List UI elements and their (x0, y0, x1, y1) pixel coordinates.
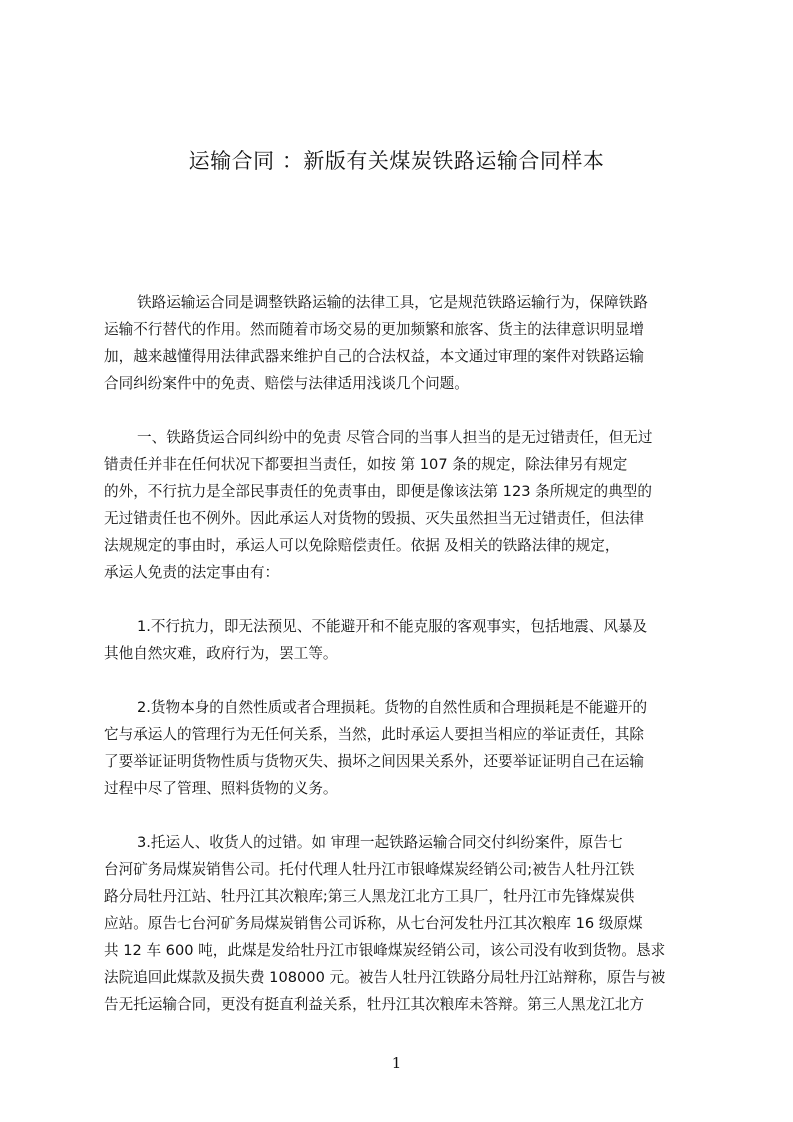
paragraph-item-1 (104, 613, 702, 667)
paragraph-gap (104, 586, 702, 613)
text-line: 1.不行抗力，即无法预见、不能避开和不能克服的客观事实，包括地震、风暴及 (137, 618, 648, 635)
text-line: 2.货物本身的自然性质或者合理损耗。货物的自然性质和合理损耗是不能避开的 (137, 699, 648, 716)
document-title: 运输合同 ：新版有关煤炭铁路运输合同样本 (188, 149, 605, 173)
text-line: 运输不行替代的作用。然而随着市场交易的更加频繁和旅客、货主的法律意识明显增 (104, 321, 644, 338)
text-line: 承运人免责的法定事由有： (104, 564, 280, 581)
paragraph-gap (104, 397, 702, 424)
document-body (104, 289, 702, 1018)
text-line: 错责任并非在任何状况下都要担当责任，如按 第 107 条的规定，除法律另有规定 (104, 456, 628, 473)
text-line: 的外，不行抗力是全部民事责任的免责事由，即便是像该法第 123 条所规定的典型的 (104, 483, 652, 500)
text-line: 路分局牡丹江站、牡丹江其次粮库;第三人黑龙江北方工具厂，牡丹江市先锋煤炭供 (104, 888, 635, 905)
text-line: 了要举证证明货物性质与货物灭失、损坏之间因果关系外，还要举证证明自己在运输 (104, 753, 644, 770)
text-line: 法规规定的事由时，承运人可以免除赔偿责任。依据 及相关的铁路法律的规定， (104, 537, 620, 554)
text-line: 法院追回此煤款及损失费 108000 元。被告人牡丹江铁路分局牡丹江站辩称，原告与被 (104, 969, 666, 986)
text-line: 无过错责任也不例外。因此承运人对货物的毁损、灭失虽然担当无过错责任，但法律 (104, 510, 644, 527)
text-line: 共 12 车 600 吨，此煤是发给牡丹江市银峰煤炭经销公司，该公司没有收到货物。恳求 (104, 942, 666, 959)
text-line: 其他自然灾难，政府行为，罢工等。 (104, 645, 338, 662)
text-line: 一、铁路货运合同纠纷中的免责 尽管合同的当事人担当的是无过错责任，但无过 (137, 429, 653, 446)
text-line: 应站。原告七台河矿务局煤炭销售公司诉称，从七台河发牡丹江其次粮库 16 级原煤 (104, 915, 643, 932)
text-line: 3.托运人、收货人的过错。如 审理一起铁路运输合同交付纠纷案件，原告七 (137, 834, 623, 851)
paragraph-gap (104, 667, 702, 694)
paragraph-item-2 (104, 694, 702, 802)
paragraph-intro (104, 289, 702, 397)
text-line: 铁路运输运合同是调整铁路运输的法律工具，它是规范铁路运输行为，保障铁路 (137, 294, 648, 311)
paragraph-item-3 (104, 829, 702, 1018)
page-number: 1 (391, 1054, 402, 1072)
text-line: 台河矿务局煤炭销售公司。托付代理人牡丹江市银峰煤炭经销公司;被告人牡丹江铁 (104, 861, 635, 878)
text-line: 过程中尽了管理、照料货物的义务。 (104, 780, 338, 797)
text-line: 合同纠纷案件中的免责、赔偿与法律适用浅谈几个问题。 (104, 375, 469, 392)
text-line: 加，越来越懂得用法律武器来维护自己的合法权益，本文通过审理的案件对铁路运输 (104, 348, 644, 365)
text-line: 告无托运输合同，更没有挺直利益关系，牡丹江其次粮库未答辩。第三人黑龙江北方 (104, 996, 644, 1013)
paragraph-gap (104, 802, 702, 829)
paragraph-section-1 (104, 424, 702, 586)
text-line: 它与承运人的管理行为无任何关系，当然，此时承运人要担当相应的举证责任，其除 (104, 726, 644, 743)
